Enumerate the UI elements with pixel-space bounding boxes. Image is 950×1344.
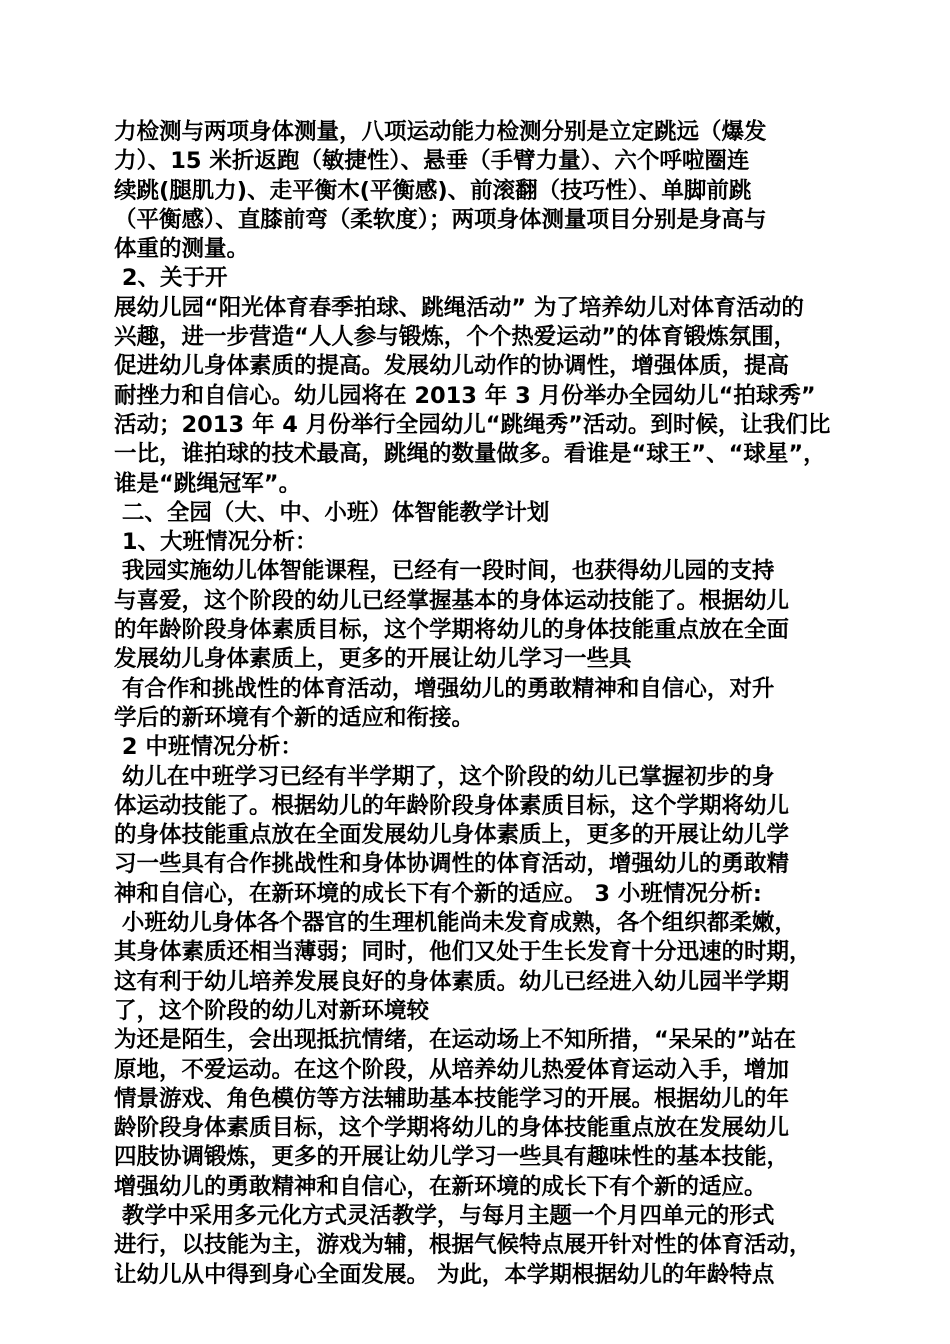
text-line: 这有利于幼儿培养发展良好的身体素质。幼儿已经进入幼儿园半学期 [114, 968, 790, 995]
text-line: 耐挫力和自信心。幼儿园将在 2013 年 3 月份举办全园幼儿“拍球秀” [114, 382, 816, 409]
text-line: 习一些具有合作挑战性和身体协调性的体育活动，增强幼儿的勇敢精 [114, 851, 790, 878]
text-line: 活动；2013 年 4 月份举行全园幼儿“跳绳秀”活动。到时候，让我们比 [114, 411, 831, 438]
text-line: 其身体素质还相当薄弱；同时，他们又处于生长发育十分迅速的时期， [114, 939, 812, 966]
text-line: 了，这个阶段的幼儿对新环境较 [114, 997, 430, 1024]
text-line: 有合作和挑战性的体育活动，增强幼儿的勇敢精神和自信心，对升 [114, 675, 775, 702]
text-line: 2 中班情况分析： [114, 734, 303, 761]
text-line: 谁是“跳绳冠军”。 [114, 470, 302, 497]
text-line: 神和自信心，在新环境的成长下有个新的适应。 3 小班情况分析: [114, 880, 762, 907]
text-line: 力）、15 米折返跑（敏捷性）、悬垂（手臂力量）、六个呼啦圈连 [114, 148, 750, 175]
text-line: 体重的测量。 [114, 236, 250, 263]
text-line: 龄阶段身体素质目标，这个学期将幼儿的身体技能重点放在发展幼儿 [114, 1115, 790, 1142]
text-line: 我园实施幼儿体智能课程，已经有一段时间，也获得幼儿园的支持 [114, 558, 775, 585]
text-line: 的年龄阶段身体素质目标，这个学期将幼儿的身体技能重点放在全面 [114, 617, 790, 644]
text-line: 情景游戏、角色模仿等方法辅助基本技能学习的开展。根据幼儿的年 [114, 1085, 790, 1112]
text-line: 学后的新环境有个新的适应和衔接。 [114, 704, 475, 731]
text-line: 展幼儿园“阳光体育春季拍球、跳绳活动” 为了培养幼儿对体育活动的 [114, 294, 804, 321]
text-line: 续跳(腿肌力)、走平衡木(平衡感)、前滚翻（技巧性）、单脚前跳 [114, 177, 752, 204]
text-line: 2、关于开 [114, 265, 228, 292]
text-line: 体运动技能了。根据幼儿的年龄阶段身体素质目标，这个学期将幼儿 [114, 792, 790, 819]
text-line: 1、大班情况分析： [114, 529, 318, 556]
text-line: 的身体技能重点放在全面发展幼儿身体素质上，更多的开展让幼儿学 [114, 822, 790, 849]
text-line: 促进幼儿身体素质的提高。发展幼儿动作的协调性，增强体质，提高 [114, 353, 790, 380]
text-line: 教学中采用多元化方式灵活教学，与每月主题一个月四单元的形式 [114, 1202, 775, 1229]
text-line: 四肢协调锻炼，更多的开展让幼儿学习一些具有趣味性的基本技能， [114, 1144, 790, 1171]
document-body [114, 118, 860, 1290]
text-line: 兴趣，进一步营造“人人参与锻炼，个个热爱运动”的体育锻炼氛围， [114, 324, 797, 351]
text-line: 让幼儿从中得到身心全面发展。 为此，本学期根据幼儿的年龄特点 [114, 1261, 775, 1288]
text-line: 原地，不爱运动。在这个阶段，从培养幼儿热爱体育运动入手，增加 [114, 1056, 790, 1083]
text-line: 进行，以技能为主，游戏为辅，根据气候特点展开针对性的体育活动， [114, 1232, 812, 1259]
text-line: 幼儿在中班学习已经有半学期了，这个阶段的幼儿已掌握初步的身 [114, 763, 775, 790]
text-line: 与喜爱，这个阶段的幼儿已经掌握基本的身体运动技能了。根据幼儿 [114, 587, 790, 614]
text-line: 发展幼儿身体素质上，更多的开展让幼儿学习一些具 [114, 646, 632, 673]
text-line: 为还是陌生，会出现抵抗情绪，在运动场上不知所措，“呆呆的”站在 [114, 1027, 797, 1054]
text-line: 增强幼儿的勇敢精神和自信心，在新环境的成长下有个新的适应。 [114, 1173, 767, 1200]
text-line: 力检测与两项身体测量，八项运动能力检测分别是立定跳远（爆发 [114, 119, 767, 145]
text-line: （平衡感）、直膝前弯（柔软度）；两项身体测量项目分别是身高与 [114, 206, 767, 233]
text-line: 二、全园（大、中、小班）体智能教学计划 [114, 499, 550, 526]
text-line: 小班幼儿身体各个器官的生理机能尚未发育成熟，各个组织都柔嫩， [114, 910, 797, 937]
text-line: 一比，谁拍球的技术最高，跳绳的数量做多。看谁是“球王”、“球星”， [114, 441, 826, 468]
